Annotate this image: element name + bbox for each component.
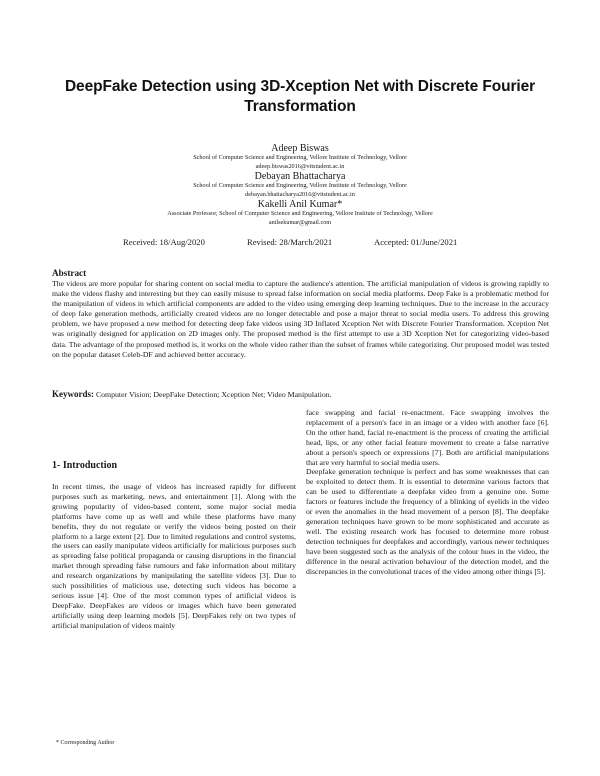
author-affiliation: Associate Professor, School of Computer Science and Engineering, Vellore Institute of Technology, Vellore — [167, 210, 433, 217]
revised-date: Revised: 28/March/2021 — [247, 237, 333, 247]
author-affiliation: School of Computer Science and Engineering, Vellore Institute of Technology, Vellore — [193, 154, 407, 161]
author-name: Debayan Bhattacharya — [254, 171, 346, 182]
footnote-corresponding-author: * Corresponding Author — [56, 740, 115, 746]
accepted-date: Accepted: 01/June/2021 — [374, 237, 458, 247]
received-date: Received: 18/Aug/2020 — [123, 237, 205, 247]
paper-title: DeepFake Detection using 3D-Xception Net with Discrete Fourier Transformation — [64, 78, 536, 115]
author-email: adeep.biswas2016@vitstudent.ac.in — [255, 162, 345, 170]
keywords-text: Computer Vision; DeepFake Detection; Xception Net; Video Manipulation. — [95, 390, 332, 399]
abstract-text: The videos are more popular for sharing content on social media to capture the audience's attention. The artificial manipulation of videos is growing rapidly to make the videos flashy and interesting but they can easily misuse to spread false information on social media platforms. Deep Fake is a problematic method for the manipulation of videos in which artificial components are added to the video using emerging deep learning techniques. Due to the increase in the accuracy of deep fake generation methods, artificially created videos are no longer detectable and pose a major threat to social media users. To address this growing problem, we have proposed a new method for detecting deep fake videos using 3D Inflated Xception Net with Discrete Fourier Transformation. Xception Net was originally designed for application on 2D images only. The proposed method is the first attempt to use a 3D Xception Net for categorizing video-based data. The advantage of the proposed method is, it works on the whole video rather than the subset of frames while categorizing. Our proposed model was tested on the popular dataset Celeb-DF and achieved better accuracy. — [52, 279, 549, 359]
left-column — [52, 482, 296, 631]
author-entry — [80, 199, 520, 227]
abstract-section — [52, 268, 549, 360]
author-email: debayan.bhattacharya2016@vitstudent.ac.in — [245, 190, 355, 198]
author-entry — [80, 143, 520, 171]
author-name: Adeep Biswas — [271, 143, 329, 154]
intro-paragraph: face swapping and facial re-enactment. Face swapping involves the replacement of a person's face in an image or a video with another face [6]. On the other hand, facial re-enactment is the process of creating the artificial head, lips, or any other facial feature movement to create a false narrative about a person's speech or expressions [7]. Both are artificial manipulations that are very harmful to social media users. — [306, 408, 549, 467]
keywords-line — [52, 389, 549, 400]
intro-paragraph: In recent times, the usage of videos has increased rapidly for different purposes such as marketing, news, and entertainment [1]. Along with the growing popularity of video-based content, some major social media platforms have come up as well and while these platforms have many benefits, they do not regulate or verify the videos being posted on their platform to a large extent [2]. Due to limited regulations and control systems, the users can easily manipulate videos artificially for malicious purposes such as spreading false political propaganda or causing disruptions in the financial market through spreading false rumours and fake information about military and research organizations by manipulating the satellite videos [3]. Due to such possibilities of malicious use, detecting such videos has become a serious issue [4]. One of the most common types of artificial videos is DeepFake. DeepFakes are videos or images which have been generated artificially using deep learning models [5]. DeepFakes rely on two types of artificial manipulation of videos mainly — [52, 482, 296, 630]
abstract-heading: Abstract — [52, 268, 87, 278]
right-column — [306, 408, 549, 576]
author-email: anilsekumar@gmail.com — [268, 218, 332, 226]
author-entry — [80, 171, 520, 199]
author-name: Kakelli Anil Kumar* — [257, 199, 343, 210]
keywords-label: Keywords: — [52, 389, 94, 399]
intro-paragraph: Deepfake generation technique is perfect and has some weaknesses that can be exploited to detect them. It is essential to determine various factors that can be used to differentiate a deepfake video from a genuine one. Some factors or features include the frequency of a blinking of eyelids in the video or even the anomalies in the head movement of a person [8]. The deepfake generation techniques have grown to be more sophisticated and accurate as well. The existing research work has focused to determine more robust detection techniques for deepfakes and accordingly, various newer techniques have been suggested such as the analysis of the colour hues in the video, the difference in the neural activation behaviour of the detection model, and the discrepancies in the convolutional traces of the video among other things [5]. — [306, 467, 549, 576]
section-heading-introduction: 1- Introduction — [52, 460, 118, 471]
author-block — [80, 143, 520, 227]
author-affiliation: School of Computer Science and Engineering, Vellore Institute of Technology, Vellore — [193, 182, 407, 189]
